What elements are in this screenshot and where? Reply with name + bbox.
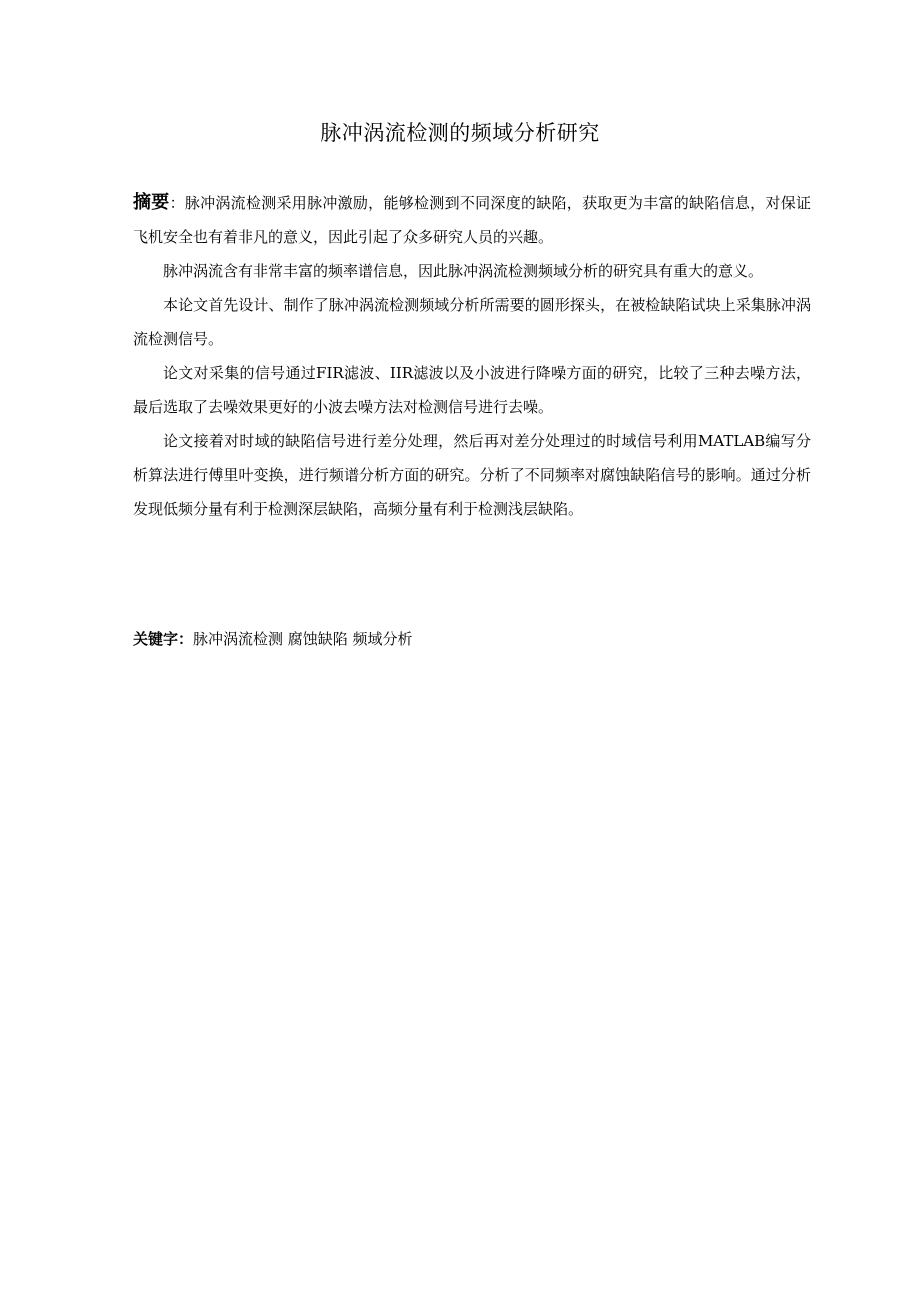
abstract-paragraph-2: 脉冲涡流含有非常丰富的频率谱信息，因此脉冲涡流检测频域分析的研究具有重大的意义。 (163, 262, 764, 280)
abstract-paragraph-3: 本论文首先设计、制作了脉冲涡流检测频域分析所需要的圆形探头，在被检缺陷试块上采集脉冲涡流检测信号。 (133, 296, 811, 348)
keywords-terms: 脉冲涡流检测 腐蚀缺陷 频域分析 (193, 630, 413, 648)
abstract-label: 摘要 (133, 192, 170, 213)
abstract-paragraph-5: 论文接着对时域的缺陷信号进行差分处理，然后再对差分处理过的时域信号利用MATLAB编写分析算法进行傅里叶变换，进行频谱分析方面的研究。分析了不同频率对腐蚀缺陷信号的影响。通过分析发现低频分量有利于检测深层缺陷，高频分量有利于检测浅层缺陷。 (133, 432, 811, 518)
keywords-label: 关键字： (133, 630, 194, 648)
keywords-line (133, 622, 811, 656)
abstract-section (133, 186, 811, 526)
abstract-label-colon: ： (169, 194, 185, 212)
abstract-paragraph-1-text: 脉冲涡流检测采用脉冲激励，能够检测到不同深度的缺陷，获取更为丰富的缺陷信息，对保证飞机安全也有着非凡的意义，因此引起了众多研究人员的兴趣。 (133, 194, 811, 246)
paper-title: 脉冲涡流检测的频域分析研究 (320, 121, 600, 145)
abstract-paragraph-4: 论文对采集的信号通过FIR滤波、IIR滤波以及小波进行降噪方面的研究，比较了三种去噪方法，最后选取了去噪效果更好的小波去噪方法对检测信号进行去噪。 (133, 364, 811, 416)
abstract-paragraph-1 (133, 186, 811, 254)
